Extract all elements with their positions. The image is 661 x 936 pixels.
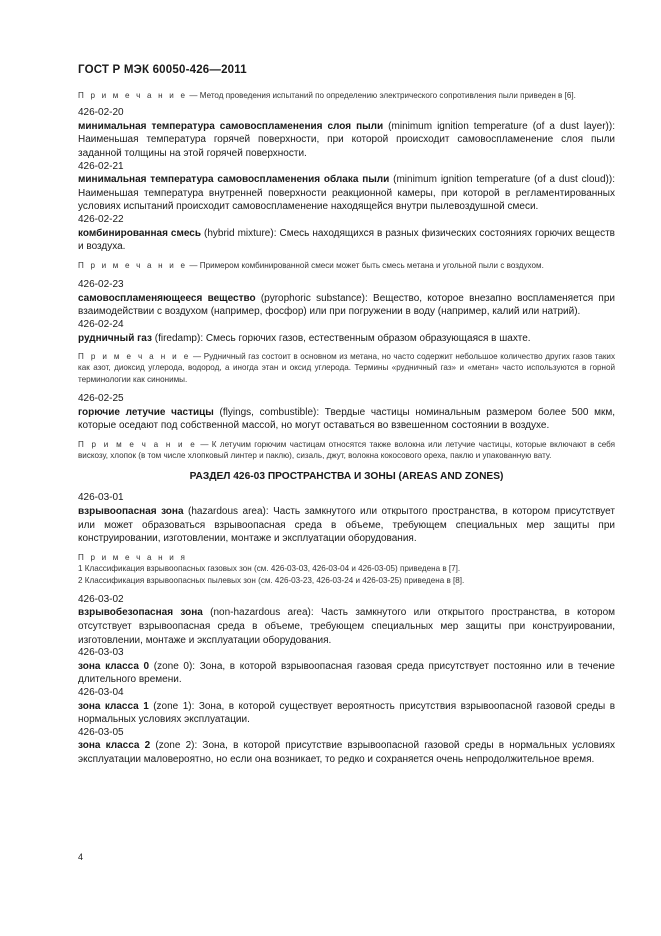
note-label: П р и м е ч а н и е: [78, 91, 188, 100]
term-text: (minimum ignition temperature (of a dust layer)): Наименьшая температура горячей поверхности, при которой происходит самовоспламенение слоя пыли заданной толщины на этой горячей поверхности.: [78, 120, 615, 160]
note-text: — Примером комбинированной смеси может быть смесь метана и угольной пыли с воздухом.: [187, 260, 544, 270]
term-text: (hybrid mixture): Смесь находящихся в разных физических состояниях горючих веществ и воздуха.: [78, 227, 615, 253]
note: [78, 260, 615, 271]
term-code: 426-03-04: [78, 686, 124, 698]
term-name: взрывобезопасная зона: [78, 607, 203, 619]
term-name: зона класса 0: [78, 660, 150, 672]
term-definition: [78, 505, 615, 546]
standard-header: ГОСТ Р МЭК 60050-426—2011: [78, 64, 247, 76]
term-code: 426-02-21: [78, 160, 124, 172]
term-code: 426-03-01: [78, 492, 124, 504]
term-code: 426-03-05: [78, 726, 124, 738]
term-text: (pyrophoric substance): Вещество, которое внезапно воспламеняется при взаимодействии с воздухом (например, фосфор) или при погружении в воду (например, калий или натрий).: [78, 292, 615, 318]
term-text: (non-hazardous area): Часть замкнутого или открытого пространства, в котором отсутствует взрывоопасная среда в объеме, требующем специальных мер защиты при конструировании, изготовлении, монтаже и эксплуатации оборудования.: [78, 607, 615, 646]
term-text: (firedamp): Смесь горючих газов, естественным образом образующаяся в шахте.: [151, 332, 531, 344]
term-definition: [78, 292, 615, 319]
term-text: (zone 2): Зона, в которой присутствие взрывоопасной газовой среды в нормальных условиях эксплуатации маловероятно, но если она возникает, то редко и сохраняется очень непродолжительное время.: [78, 740, 615, 765]
document-page: [78, 64, 615, 767]
term-name: зона класса 1: [78, 700, 149, 712]
term-name: рудничный газ: [78, 332, 152, 344]
note-text: — К летучим горючим частицам относятся также волокна или летучие частицы, которые включают в себя вискозу, хлопок (в том числе хлопковый линтер и паклю), сизаль, джут, волокна кокосового ореха, паклю и упакованную вату.: [78, 439, 616, 461]
term-text: (flyings, combustible): Твердые частицы номинальным размером более 500 мкм, которые оседают под собственной массой, но могут оставаться во взвешенном состоянии в воздухе.: [78, 406, 616, 432]
term-code: 426-02-25: [78, 392, 124, 404]
term-definition: [78, 332, 615, 346]
term-code: 426-03-02: [78, 593, 124, 605]
term-definition: [78, 120, 615, 161]
note: [78, 351, 615, 385]
term-definition: [78, 227, 615, 254]
note-text: — Рудничный газ состоит в основном из метана, но часто содержит небольшое количество других газов таких как азот, диоксид углерода, водород, а иногда этан и оксид углерода. Термины «рудничный газ» и «метан» часто используются в горной терминологии как синонимы.: [78, 352, 615, 384]
term-definition: [78, 739, 615, 766]
term-definition: [78, 700, 615, 727]
page-number: 4: [78, 852, 84, 862]
term-code: 426-02-22: [78, 214, 124, 226]
term-definition: [78, 606, 615, 647]
term-name: зона класса 2: [78, 740, 151, 752]
term-text: (minimum ignition temperature (of a dust cloud)): Наименьшая температура внутренней поверхности реакционной камеры, при которой в регламентированных условиях испытаний происходит самовоспламенение находящейся внутри пылевоздушной смеси.: [78, 174, 615, 213]
term-name: взрывоопасная зона: [78, 505, 184, 517]
term-name: самовоспламеняющееся вещество: [78, 292, 256, 304]
term-name: горючие летучие частицы: [78, 406, 214, 418]
term-definition: [78, 660, 615, 687]
term-definition: [78, 406, 615, 433]
term-text: (zone 0): Зона, в которой взрывоопасная газовая среда присутствует постоянно или в течение длительного времени.: [78, 660, 615, 686]
term-code: 426-02-20: [78, 107, 124, 119]
term-name: минимальная температура самовоспламенения слоя пыли: [78, 120, 384, 132]
note-item: 2 Классификация взрывоопасных пылевых зон (см. 426-03-23, 426-03-24 и 426-03-25) приведена в [8].: [78, 575, 465, 585]
term-text: (zone 1): Зона, в которой существует вероятность присутствия взрывоопасной газовой среды в нормальных условиях эксплуатации.: [78, 700, 616, 726]
section-heading: РАЗДЕЛ 426-03 ПРОСТРАНСТВА И ЗОНЫ (AREAS AND ZONES): [189, 471, 504, 483]
term-text: (hazardous area): Часть замкнутого или открытого пространства, в котором присутствует или может образоваться взрывоопасная среда в объеме, требующем специальных мер защиты при конструировании, изготовлении, монтаже и эксплуатации оборудования.: [78, 505, 615, 545]
term-code: 426-02-23: [78, 279, 124, 291]
notes-label: П р и м е ч а н и я: [78, 552, 188, 562]
note: [78, 439, 615, 462]
term-code: 426-02-24: [78, 318, 124, 330]
note-label: П р и м е ч а н и е: [78, 260, 188, 270]
note: [78, 90, 615, 101]
term-definition: [78, 173, 615, 214]
note-label: П р и м е ч а н и е: [78, 352, 191, 362]
note-text: — Метод проведения испытаний по определению электрического сопротивления пыли приведен в [6].: [187, 91, 576, 100]
term-code: 426-03-03: [78, 647, 124, 659]
term-name: минимальная температура самовоспламенения облака пыли: [78, 174, 390, 186]
note-label: П р и м е ч а н и е: [78, 439, 198, 449]
note-item: 1 Классификация взрывоопасных газовых зон (см. 426-03-03, 426-03-04 и 426-03-05) приведена в [7].: [78, 564, 461, 574]
term-name: комбинированная смесь: [78, 227, 201, 239]
